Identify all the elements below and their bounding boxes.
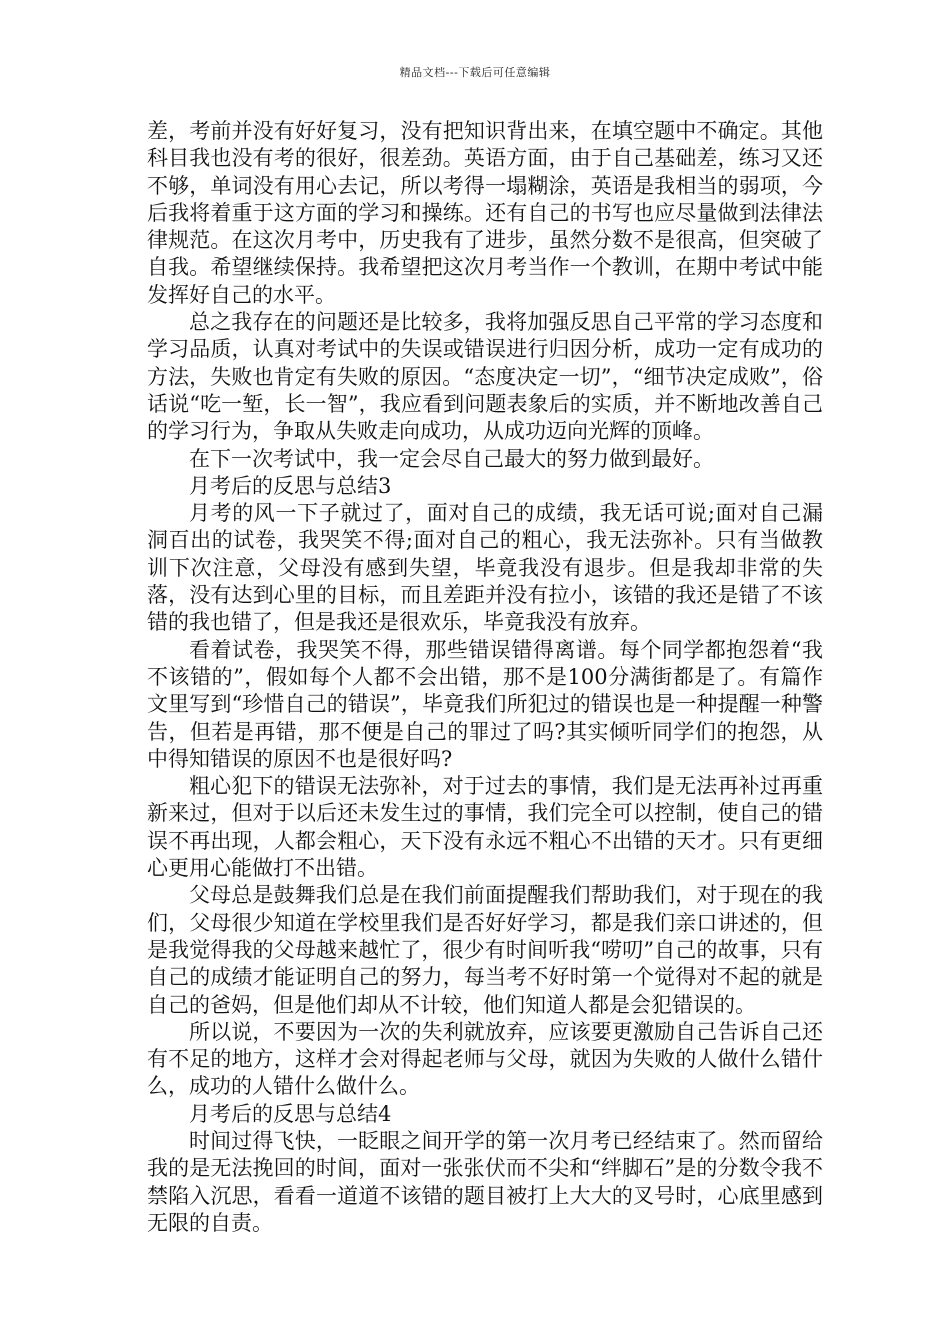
page-header: 精品文档---下载后可任意编辑 — [399, 66, 551, 79]
paragraph: 看着试卷，我哭笑不得，那些错误错得离谱。每个同学都抱怨着“我不该错的”，假如每个人都不会出错，那不是100分满街都是了。有篇作文里写到“珍惜自己的错误”，毕竟我们所犯过的错误也是一种提醒一种警告，但若是再错，那不便是自己的罪过了吗?其实倾听同学们的抱怨，从中得知错误的原因不也是很好吗? — [147, 637, 823, 771]
paragraph: 总之我存在的问题还是比较多，我将加强反思自己平常的学习态度和学习品质，认真对考试中的失误或错误进行归因分析，成功一定有成功的方法，失败也肯定有失败的原因。“态度决定一切”，“细节决定成败”，俗话说“吃一堑，长一智”，我应看到问题表象后的实质，并不断地改善自己的学习行为，争取从失败走向成功，从成功迈向光辉的顶峰。 — [147, 310, 823, 444]
document-body — [147, 118, 823, 1237]
paragraph: 所以说，不要因为一次的失利就放弃，应该要更激励自己告诉自己还有不足的地方，这样才会对得起老师与父母，就因为失败的人做什么错什么，成功的人错什么做什么。 — [147, 1019, 823, 1099]
paragraph: 差，考前并没有好好复习，没有把知识背出来，在填空题中不确定。其他科目我也没有考的很好，很差劲。英语方面，由于自己基础差，练习又还不够，单词没有用心去记，所以考得一塌糊涂，英语是我相当的弱项，今后我将着重于这方面的学习和操练。还有自己的书写也应尽量做到法律法律规范。在这次月考中，历史我有了进步，虽然分数不是很高，但突破了自我。希望继续保持。我希望把这次月考当作一个教训，在期中考试中能发挥好自己的水平。 — [147, 119, 823, 307]
paragraph: 在下一次考试中，我一定会尽自己最大的努力做到最好。 — [189, 446, 714, 471]
paragraph: 粗心犯下的错误无法弥补，对于过去的事情，我们是无法再补过再重新来过，但对于以后还未发生过的事情，我们完全可以控制，使自己的错误不再出现，人都会粗心，天下没有永远不粗心不出错的天才。只有更细心更用心能做打不出错。 — [147, 774, 823, 881]
paragraph: 时间过得飞快，一眨眼之间开学的第一次月考已经结束了。然而留给我的是无法挽回的时间，面对一张张伏而不尖和“绊脚石”是的分数令我不禁陷入沉思，看看一道道不该错的题目被打上大大的叉号时，心底里感到无限的自责。 — [147, 1128, 823, 1235]
paragraph: 月考的风一下子就过了，面对自己的成绩，我无话可说;面对自己漏洞百出的试卷，我哭笑不得;面对自己的粗心，我无法弥补。只有当做教训下次注意，父母没有感到失望，毕竟我没有退步。但是我却非常的失落，没有达到心里的目标，而且差距并没有拉小，该错的我还是错了不该错的我也错了，但是我还是很欢乐，毕竟我没有放弃。 — [147, 501, 823, 635]
section-heading: 月考后的反思与总结4 — [189, 1101, 392, 1126]
paragraph: 父母总是鼓舞我们总是在我们前面提醒我们帮助我们，对于现在的我们，父母很少知道在学校里我们是否好好学习，都是我们亲口讲述的，但是我觉得我的父母越来越忙了，很少有时间听我“唠叨”自己的故事，只有自己的成绩才能证明自己的努力，每当考不好时第一个觉得对不起的就是自己的爸妈，但是他们却从不计较，他们知道人都是会犯错误的。 — [147, 883, 823, 1017]
section-heading: 月考后的反思与总结3 — [189, 473, 392, 498]
